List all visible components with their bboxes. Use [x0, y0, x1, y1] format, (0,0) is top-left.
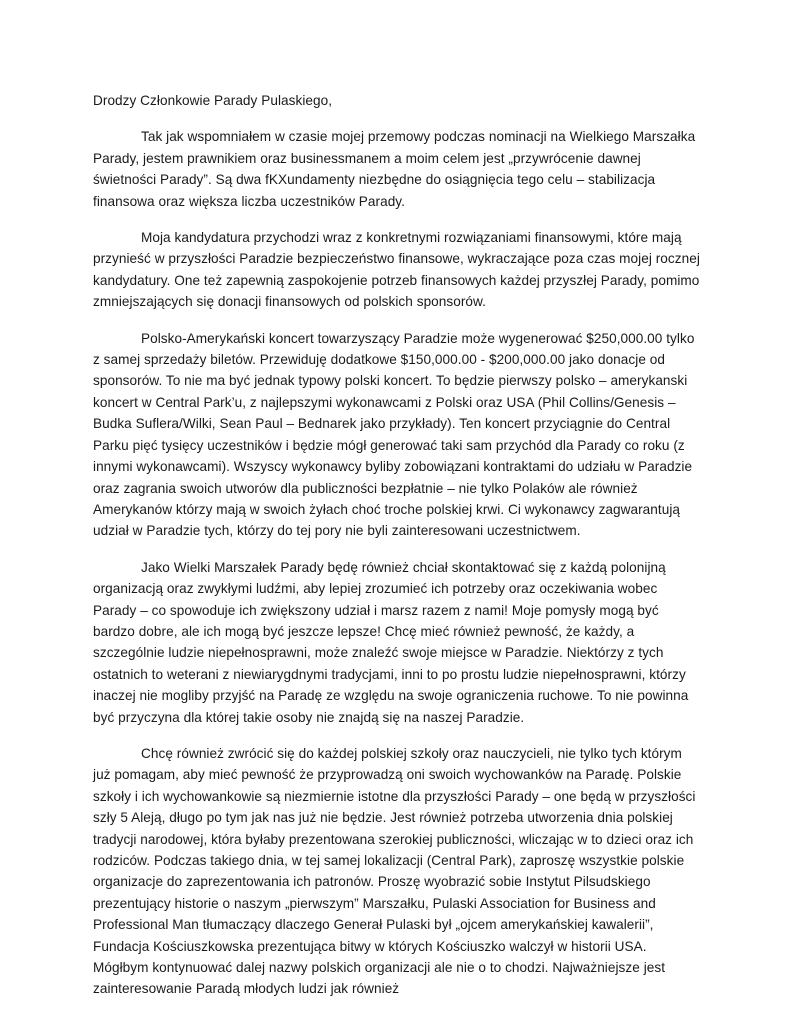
paragraph-3: Polsko-Amerykański koncert towarzyszący Paradzie może wygenerować $250,000.00 tylko z samej sprzedaży biletów. Przewiduję dodatkowe $150,000.00 - $200,000.00 jako donacje od sponsorów. To nie ma być jednak typowy polski koncert. To będzie pierwszy polsko – amerykanski koncert w Central Park’u, z najlepszymi wykonawcami z Polski oraz USA (Phil Collins/Genesis – Budka Suflera/Wilki, Sean Paul – Bednarek jako przykłady). Ten koncert przyciągnie do Central Parku pięć tysięcy uczestników i będzie mógł generować taki sam przychód dla Parady co roku (z innymi wykonawcami). Wszyscy wykonawcy byliby zobowiązani kontraktami do udziału w Paradzie oraz zagrania swoich utworów dla publiczności bezpłatnie – nie tylko Polaków ale również Amerykanów którzy mają w swoich żyłach choć troche polskiej krwi. Ci wykonawcy zagwarantują udział w Paradzie tych, którzy do tej pory nie byli zainteresowani uczestnictwem.: [93, 330, 695, 539]
letter-body: [93, 90, 703, 1015]
paragraph-1: Tak jak wspomniałem w czasie mojej przemowy podczas nominacji na Wielkiego Marszałka Parady, jestem prawnikiem oraz businessmanem a moim celem jest „przywrócenie dawnej świetności Parady”. Są dwa fKXundamenty niezbędne do osiągnięcia tego celu – stabilizacja finansowa oraz większa liczba uczestników Parady.: [93, 129, 696, 209]
paragraph-5: Chcę również zwrócić się do każdej polskiej szkoły oraz nauczycieli, nie tylko tych którym już pomagam, aby mieć pewność że przyprowadzą oni swoich wychowanków na Paradę. Polskie szkoły i ich wychowankowie są niezmiernie istotne dla przyszłości Parady – one będą w przyszłości szły 5 Aleją, długo po tym jak nas już nie będzie. Jest również potrzeba utworzenia dnia polskiej tradycji narodowej, która byłaby prezentowana szerokiej publiczności, wliczając w to dzieci oraz ich rodziców. Podczas takiego dnia, w tej samej lokalizacji (Central Park), zaproszę wszystkie polskie organizacje do zaprezentowania ich patronów. Proszę wyobrazić sobie Instytut Pilsudskiego prezentujący historie o naszym „pierwszym” Marszałku, Pulaski Association for Business and Professional Man tłumaczący dlaczego Generał Pulaski był „ojcem amerykańskiej kawalerii”, Fundacja Kościuszkowska prezentująca bitwy w których Kościuszko walczył w historii USA. Mógłbym kontynuować dalej nazwy polskich organizacji ale nie o to chodzi. Najważniejsze jest zainteresowanie Paradą młodych ludzi jak również: [93, 745, 696, 997]
salutation: Drodzy Członkowie Parady Pulaskiego,: [93, 93, 333, 108]
paragraph-2: Moja kandydatura przychodzi wraz z konkretnymi rozwiązaniami finansowymi, które mają przynieść w przyszłości Paradzie bezpieczeństwo finansowe, wykraczające poza czas mojej rocznej kandydatury. One też zapewnią zaspokojenie potrzeb finansowych każdej przyszłej Parady, pomimo zmniejszających się donacji finansowych od polskich sponsorów.: [93, 230, 700, 310]
paragraph-4: Jako Wielki Marszałek Parady będę również chciał skontaktować się z każdą polonijną organizacją oraz zwykłymi ludźmi, aby lepiej zrozumieć ich potrzeby oraz oczekiwania wobec Parady – co spowoduje ich zwiększony udział i marsz razem z nami! Moje pomysły mogą być bardzo dobre, ale ich mogą być jeszcze lepsze! Chcę mieć również pewność, że każdy, a szczególnie ludzie niepełnosprawni, może znaleźć swoje miejsce w Paradzie. Niektórzy z tych ostatnich to weterani z niewiarygdnymi tradycjami, inni to po prostu ludzie niepełnosprawni, którzy inaczej nie mogliby przyjść na Paradę ze względu na swoje ograniczenia ruchowe. To nie powinna być przyczyna dla której takie osoby nie znajdą się na naszej Paradzie.: [93, 559, 689, 725]
